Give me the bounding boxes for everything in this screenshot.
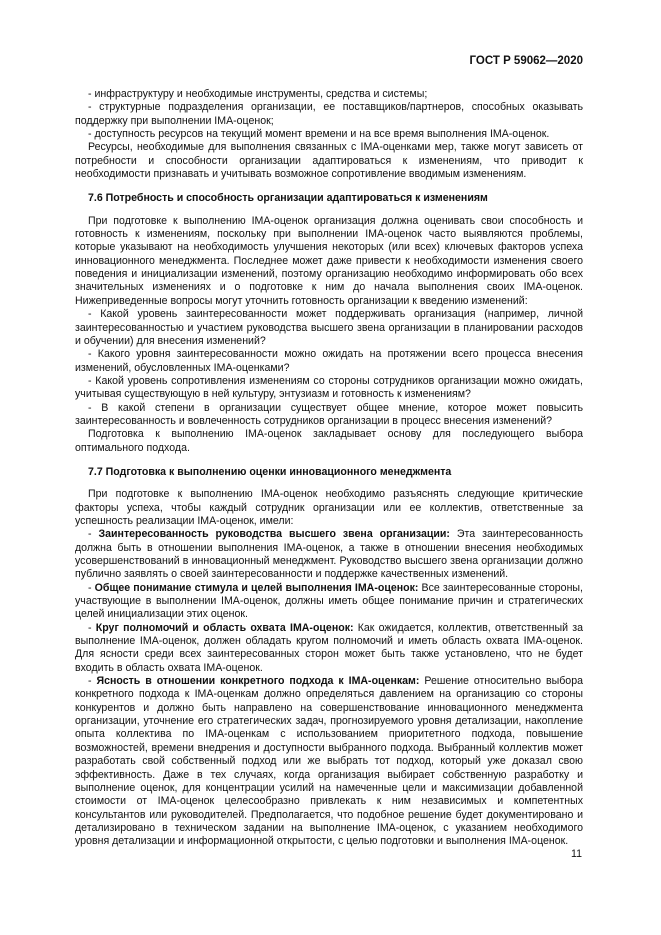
section-7-7-title: 7.7 Подготовка к выполнению оценки инновационного менеджмента bbox=[88, 465, 452, 478]
item-common-understanding-label: Общее понимание стимула и целей выполнения IMA-оценок: bbox=[94, 581, 419, 594]
item-approach-clarity-label: Ясность в отношении конкретного подхода к IMA-оценкам: bbox=[96, 675, 420, 688]
page-content bbox=[75, 88, 583, 849]
paragraph-7-6-conclusion: Подготовка к выполнению IMA-оценок закладывает основу для последующего выбора оптимального подхода. bbox=[75, 428, 583, 454]
item-management-commitment-label: Заинтересованность руководства высшего звена организации: bbox=[98, 528, 450, 541]
question-1: - Какой уровень заинтересованности может поддерживать организация (например, личной заинтересованностью и участием руководства высшего звена организации в планировании расходов и обучении) для внесения изменений? bbox=[75, 308, 583, 347]
bullet-availability: - доступность ресурсов на текущий момент времени и на все время выполнения IMA-оценок. bbox=[88, 128, 550, 141]
paragraph-7-7-intro: При подготовке к выполнению IMA-оценок необходимо разъяснять следующие критические факторы успеха, чтобы каждый сотрудник организации или ее коллектив, ответственные за успешность реализации IMA-оценок, имели: bbox=[75, 488, 583, 527]
item-scope: - Круг полномочий и область охвата IMA-оценок: Как ожидается, коллектив, ответственный за выполнение IMA-оценок, должен обладать кругом полномочий и иметь область охвата IMA-оценок. Для ясности среди всех заинтересованных сторон может быть также установлено, что не будет входить в область охвата IMA-оценок. bbox=[75, 621, 583, 674]
item-scope-label: Круг полномочий и область охвата IMA-оценок: bbox=[95, 621, 354, 634]
item-approach-clarity: - Ясность в отношении конкретного подхода к IMA-оценкам: Решение относительно выбора конкретного подхода к IMA-оценкам должно определяться давлением на организацию со стороны конкурентов и должно быть направлено на совершенствование инновационного менеджмента организации, уточнение его стратегических задач, прогнозируемого уровня детализации, накопление опыта коллектива по IMA-оценкам с использованием приоритетного подхода, повышение возможностей, времени внедрения и доступности выбранного подхода. Выбранный коллектив может разработать свой собственный подход или же выбрать тот подход, который уже доказал свою эффективность. Даже в тех случаях, когда организация выбирает собственную разработку и выполнение оценок, для концентрации усилий на намеченные цели и максимизации добавленной стоимости от IMA-оценок целесообразно привлекать к ним независимых и компетентных консультантов или руководителей. Предполагается, что подобное решение будет документировано и детализировано в техническом задании на выполнение IMA-оценок, с указанием необходимого уровня детализации и информационной открытости, с целью подготовки и выполнения IMA-оценок. bbox=[75, 675, 583, 848]
question-4: - В какой степени в организации существует общее мнение, которое может повысить заинтересованность и вовлеченность сотрудников организации в процесс внесения изменений? bbox=[75, 401, 583, 427]
paragraph-resources: Ресурсы, необходимые для выполнения связанных с IMA-оценками мер, также могут зависеть от потребности и способности организации адаптироваться к изменениям, что приводит к необходимости признавать и учитывать возможное сопротивление вводимым изменениям. bbox=[75, 141, 583, 181]
paragraph-7-6-intro: При подготовке к выполнению IMA-оценок организация должна оценивать свои способность и готовность к изменениям, поскольку при выполнении IMA-оценок часто выявляются проблемы, которые указывают на необходимость улучшения некоторых (или всех) ключевых факторов успеха инновационного менеджмента. Последнее может даже привести к необходимости изменения своего поведения и инициализации изменений, поэтому организацию необходимо информировать обо всех значительных изменениях и о подготовке к ним до начала выполнения своих IMA-оценок. Нижеприведенные вопросы могут уточнить готовность организации к введению изменений: bbox=[75, 214, 583, 307]
bullet-infrastructure: - инфраструктуру и необходимые инструменты, средства и системы; bbox=[88, 88, 428, 100]
section-7-6-title: 7.6 Потребность и способность организации адаптироваться к изменениям bbox=[88, 192, 488, 205]
question-2: - Какого уровня заинтересованности можно ожидать на протяжении всего процесса внесения изменений, обусловленных IMA-оценками? bbox=[75, 348, 583, 374]
question-3: - Какой уровень сопротивления изменениям со стороны сотрудников организации можно ожидать, учитывая существующую в ней культуру, энтузиазм и готовность к изменениям? bbox=[75, 374, 583, 401]
document-id: ГОСТ Р 59062—2020 bbox=[469, 55, 583, 67]
item-common-understanding: - Общее понимание стимула и целей выполнения IMA-оценок: Все заинтересованные стороны, участвующие в выполнении IMA-оценок, должны иметь общее понимание причин и стратегических целей инициализации этих оценок. bbox=[75, 581, 583, 621]
bullet-departments: - структурные подразделения организации, ее поставщиков/партнеров, способных оказывать поддержку при выполнении IMA-оценок; bbox=[75, 101, 583, 127]
page-number: 11 bbox=[571, 848, 582, 860]
item-management-commitment: - Заинтересованность руководства высшего звена организации: Эта заинтересованность должна быть в отношении выполнения IMA-оценок, а также в отношении внесения необходимых усовершенствований в инновационный менеджмент. Руководство высшего звена организации должно публично заявлять о своей заинтересованности и поддержке качественных изменений. bbox=[75, 528, 583, 581]
